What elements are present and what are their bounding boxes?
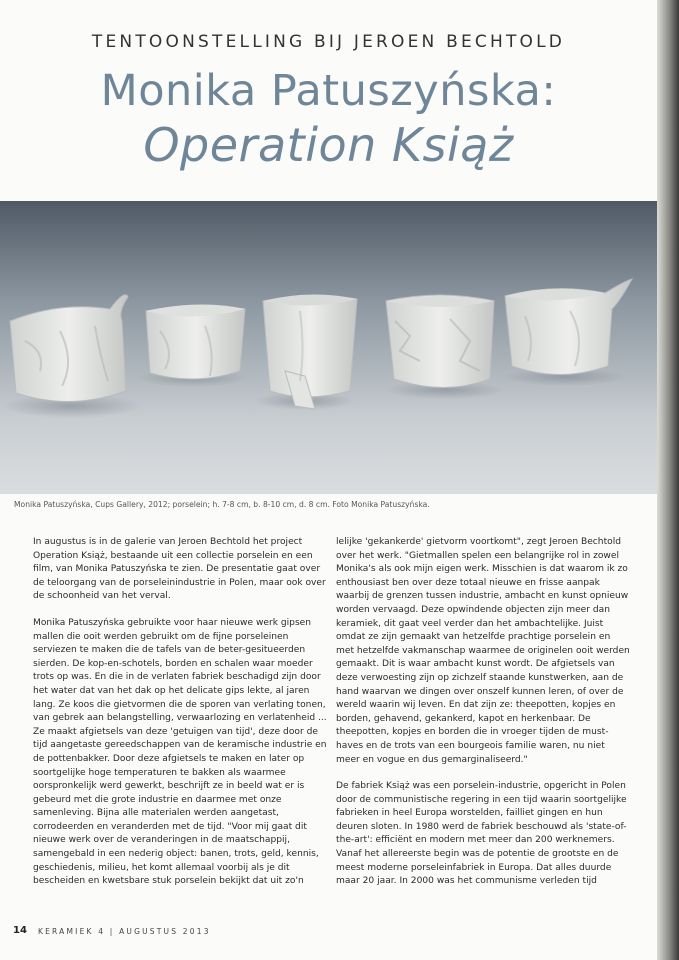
article-paragraph: De fabriek Książ was een porselein-industrie, opgericht in Polen door de communistische regering in een tijd waarin soortgelijke fabrieken in heel Europa worstelden, failliet gingen en hun deuren sloten. In 1980 werd de fabriek beschouwd als 'state-of-the-art': efficiënt en modern met meer dan 200 werknemers. Vanaf het allereerste begin was de potentie de grootste en de meest moderne porseleinfabriek in Europa. Dat alles duurde maar 20 jaar. In 2000 was het communisme verleden tijd [336, 781, 627, 887]
page-binding-shadow [657, 0, 679, 960]
cup-2 [146, 304, 245, 379]
article-paragraph: Monika Patuszyńska gebruikte voor haar nieuwe werk gipsen mallen die ooit werden gebruikt om de fijne porseleinen serviezen te maken die de tafels van de beter-gesitueerden sierden. De kop-en-schotels, borden en schalen waar moeder trots op was. En die in de verlaten fabriek beschadigd zijn door het water dat van het dak op het delicate gips lekte, al jaren lang. Ze koos die gietvormen die de sporen van verlating tonen, van gebrek aan belangstelling, verwaarlozing en verlatenheid ... Ze maakt afgietsels van deze 'getuigen van tijd', deze door de tijd aangetaste gereedschappen van de keramische industrie en de pottenbakker. Door deze afgietsels te maken en later op soortgelijke hoge temperaturen te bakken als waarmee oorspronkelijk werd gewerkt, beschrijft ze in beeld wat er is gebeurd met die grote industrie en daarmee met onze samenleving. Bijna alle materialen werden aangetast, corrodeerden en veranderden met de tijd. "Voor mij gaat dit nieuwe werk over de veranderingen in de maatschappij, samengebald in een nederig object: banen, trots, geld, kennis, geschiedenis, milieu, het komt allemaal voorbij als je dit bescheiden en kwetsbare stuk porselein bekijkt dat uit zo'n [33, 617, 327, 887]
article-paragraph: lelijke 'gekankerde' gietvorm voortkomt", zegt Jeroen Bechtold over het werk. "Gietmallen spelen een belangrijke rol in zowel Monika's als ook mijn eigen werk. Misschien is dat waarom ik zo enthousiast ben over deze totaal nieuwe en frisse aanpak waarbij de grenzen tussen industrie, ambacht en kunst opnieuw worden vervaagd. Deze opwindende objecten zijn meer dan keramiek, dit gaat veel verder dan het ambachtelijke. Juist omdat ze zijn gemaakt van hetzelfde prachtige porselein en met hetzelfde vakmanschap waarmee de originelen ooit werden gemaakt. Dit is waar ambacht kunst wordt. De afgietsels van deze verwoesting zijn op zichzelf staande kunstwerken, aan de hand waarvan we dingen over onszelf kunnen leren, of over de wereld waarin wij leven. En dat zijn ze: theepotten, kopjes en borden, gehavend, gekankerd, kapot en herkenbaar. De theepotten, kopjes en borden die in vroeger tijden de must-haves en de trots van een bourgeois familie waren, nu niet meer en vogue en dus gemarginaliseerd." [336, 537, 630, 765]
article-column-right [336, 536, 630, 902]
section-kicker: TENTOONSTELLING BIJ JEROEN BECHTOLD [91, 32, 566, 52]
page-number: 14 [13, 925, 27, 936]
photo-caption: Monika Patuszyńska, Cups Gallery, 2012; porselein; h. 7-8 cm, b. 8-10 cm, d. 8 cm. Foto Monika Patuszyńska. [14, 500, 430, 509]
porcelain-cups-image [0, 201, 657, 494]
article-paragraph: In augustus is in de galerie van Jeroen Bechtold het project Operation Książ, bestaande uit een collectie porselein en een film, van Monika Patuszyńska te zien. De presentatie gaat over de teloorgang van de porseleinindustrie in Polen, maar ook over de schoonheid van het verval. [33, 537, 326, 602]
cups-photo [0, 201, 657, 494]
cup-3 [263, 294, 357, 409]
article-title-project: Operation Książ [143, 118, 514, 172]
cup-4 [386, 295, 494, 388]
article-column-left [33, 536, 327, 902]
article-title-artist: Monika Patuszyńska: [100, 66, 557, 116]
magazine-issue: KERAMIEK 4 | AUGUSTUS 2013 [38, 927, 211, 936]
